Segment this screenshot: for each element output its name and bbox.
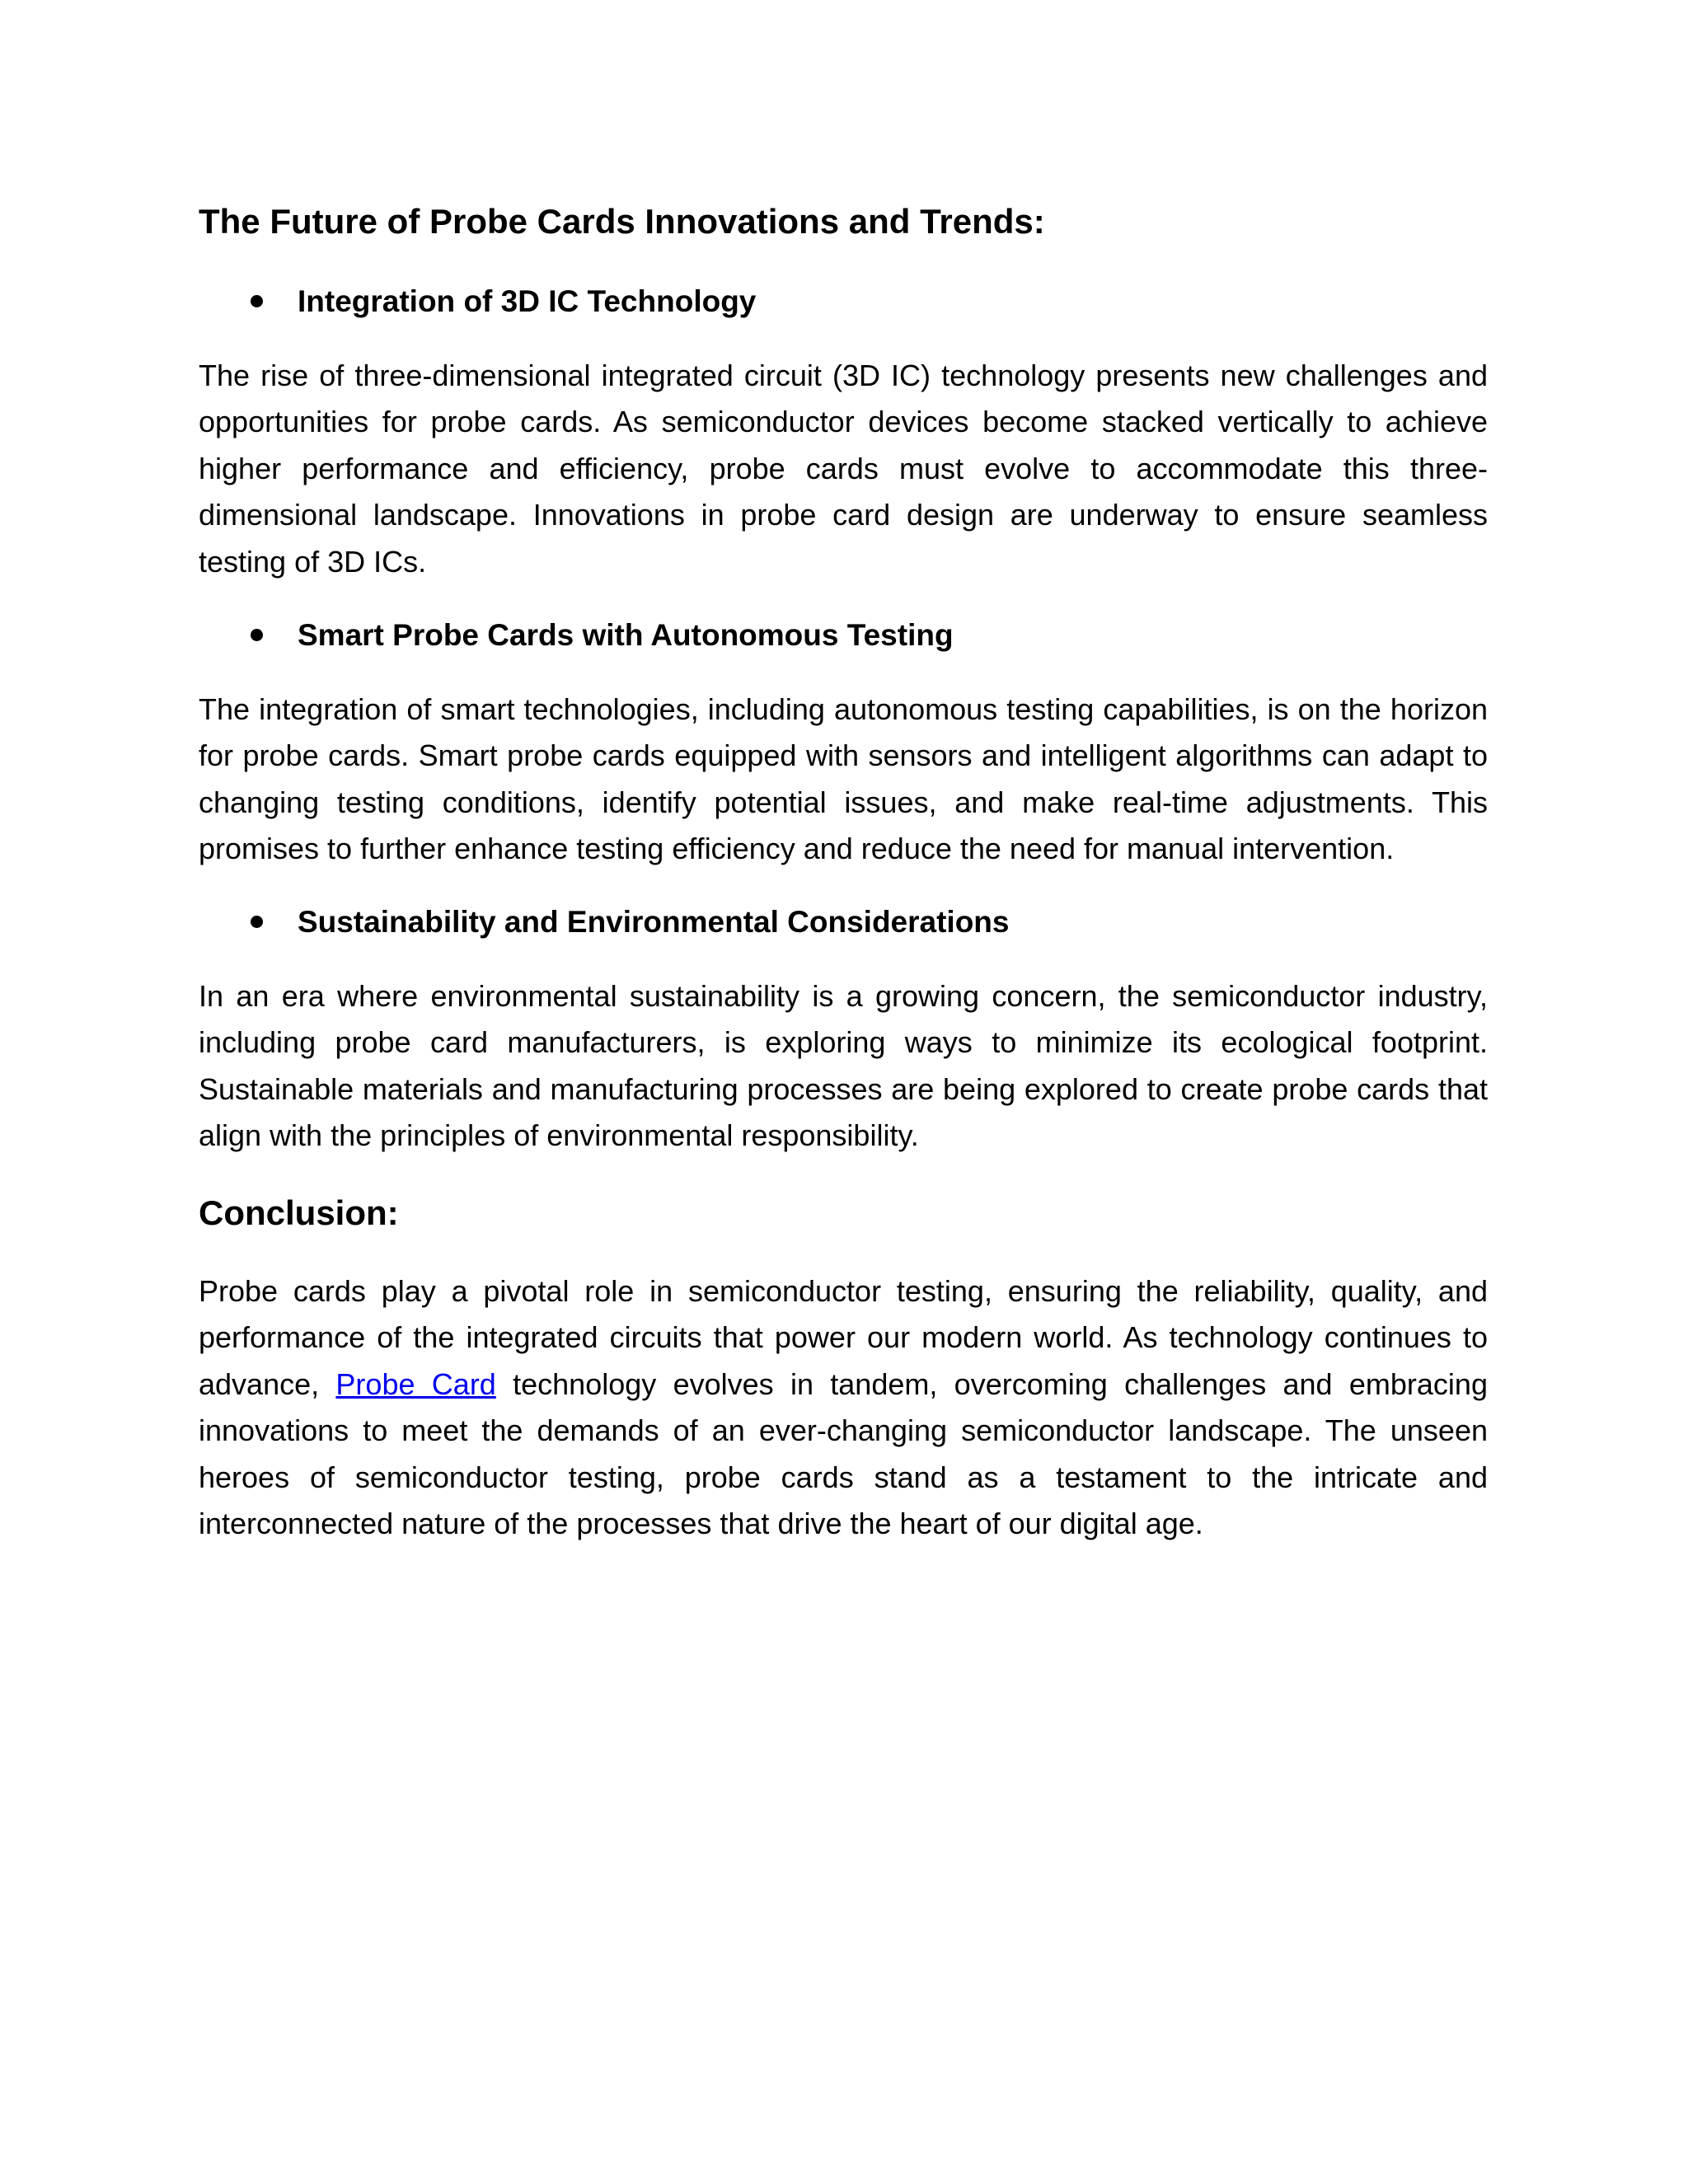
- conclusion-text-end: technology evolves in tandem, overcoming challenges and embracing innovations to meet the demands of an ever-changing semiconductor landscape. The unseen heroes of semiconductor testing, probe cards stand as a testament to the intricate and interconnected nature of the processes that drive the heart of our digital age.: [199, 1366, 1488, 1541]
- probe-card-link[interactable]: Probe Card: [335, 1366, 496, 1401]
- bullet-item-3d-ic: [199, 284, 1488, 320]
- bullet-item-sustainability: [199, 904, 1488, 940]
- paragraph-3d-ic: The rise of three-dimensional integrated circuit (3D IC) technology presents new challenges and opportunities for probe cards. As semiconductor devices become stacked vertically to achieve higher performance and efficiency, probe cards must evolve to accommodate this three-dimensional landscape. Innovations in probe card design are underway to ensure seamless testing of 3D ICs.: [199, 359, 1488, 579]
- conclusion-heading: Conclusion:: [199, 1193, 399, 1232]
- bullet-label: Integration of 3D IC Technology: [298, 284, 757, 318]
- paragraph-sustainability: In an era where environmental sustainability is a growing concern, the semiconductor industry, including probe card manufacturers, is exploring ways to minimize its ecological footprint. Sustainable materials and manufacturing processes are being explored to create probe cards that align with the principles of environmental responsibility.: [199, 979, 1488, 1153]
- bullet-icon: [251, 295, 263, 307]
- bullet-icon: [251, 629, 263, 641]
- bullet-label: Smart Probe Cards with Autonomous Testing: [298, 618, 954, 652]
- conclusion-text-start: Probe cards play a pivotal role in semiconductor testing, ensuring the reliability, quality, and performance of the integrated circuits that power our modern world. As technology continues to advance,: [199, 1274, 1488, 1401]
- bullet-icon: [251, 916, 263, 928]
- bullet-label: Sustainability and Environmental Considerations: [298, 905, 1010, 939]
- conclusion-paragraph: [199, 1268, 1488, 1547]
- paragraph-smart-probe-cards: The integration of smart technologies, including autonomous testing capabilities, is on the horizon for probe cards. Smart probe cards equipped with sensors and intelligent algorithms can adapt to changing testing conditions, identify potential issues, and make real-time adjustments. This promises to further enhance testing efficiency and reduce the need for manual intervention.: [199, 692, 1488, 866]
- main-heading: The Future of Probe Cards Innovations and Trends:: [199, 202, 1045, 241]
- bullet-item-smart-probe-cards: [199, 617, 1488, 654]
